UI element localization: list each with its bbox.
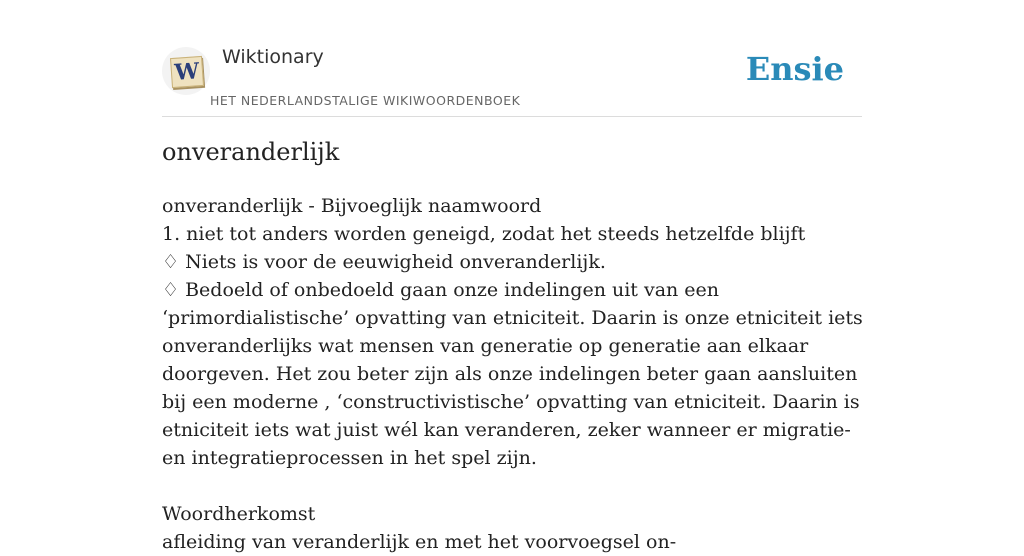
page — [162, 0, 863, 553]
entry-headline: onveranderlijk - Bijvoeglijk naamwoord — [162, 195, 542, 217]
site-name[interactable]: Wiktionary — [222, 46, 324, 68]
logo-tile: W — [170, 56, 204, 88]
spacer — [162, 472, 864, 500]
entry-title: onveranderlijk — [162, 138, 340, 166]
site-header — [162, 0, 862, 117]
example-line: ♢ Bedoeld of onbedoeld gaan onze indelingen uit van een ‘primordialistische’ opvatting van etniciteit. Daarin is onze etniciteit iets onveranderlijks wat mensen van generatie op generatie aan elkaar doorgeven. Het zou beter zijn als onze indelingen beter gaan aansluiten bij een moderne , ‘constructivistische’ opvatting van etniciteit. Daarin is etniciteit iets wat juist wél kan veranderen, zeker wanneer er migratie- en integratieprocessen in het spel zijn. — [162, 279, 863, 469]
site-tagline: HET NEDERLANDSTALIGE WIKIWOORDENBOEK — [210, 93, 521, 108]
etymology-heading: Woordherkomst — [162, 503, 316, 525]
example-line: ♢ Niets is voor de eeuwigheid onveranderlijk. — [162, 251, 606, 273]
wiktionary-logo-icon[interactable] — [162, 47, 210, 95]
definition-line: 1. niet tot anders worden geneigd, zodat het steeds hetzelfde blijft — [162, 223, 806, 245]
entry-body — [162, 192, 864, 556]
ensie-brand-link[interactable]: Ensie — [745, 50, 844, 88]
etymology-text: afleiding van veranderlijk en met het voorvoegsel on- — [162, 531, 677, 553]
